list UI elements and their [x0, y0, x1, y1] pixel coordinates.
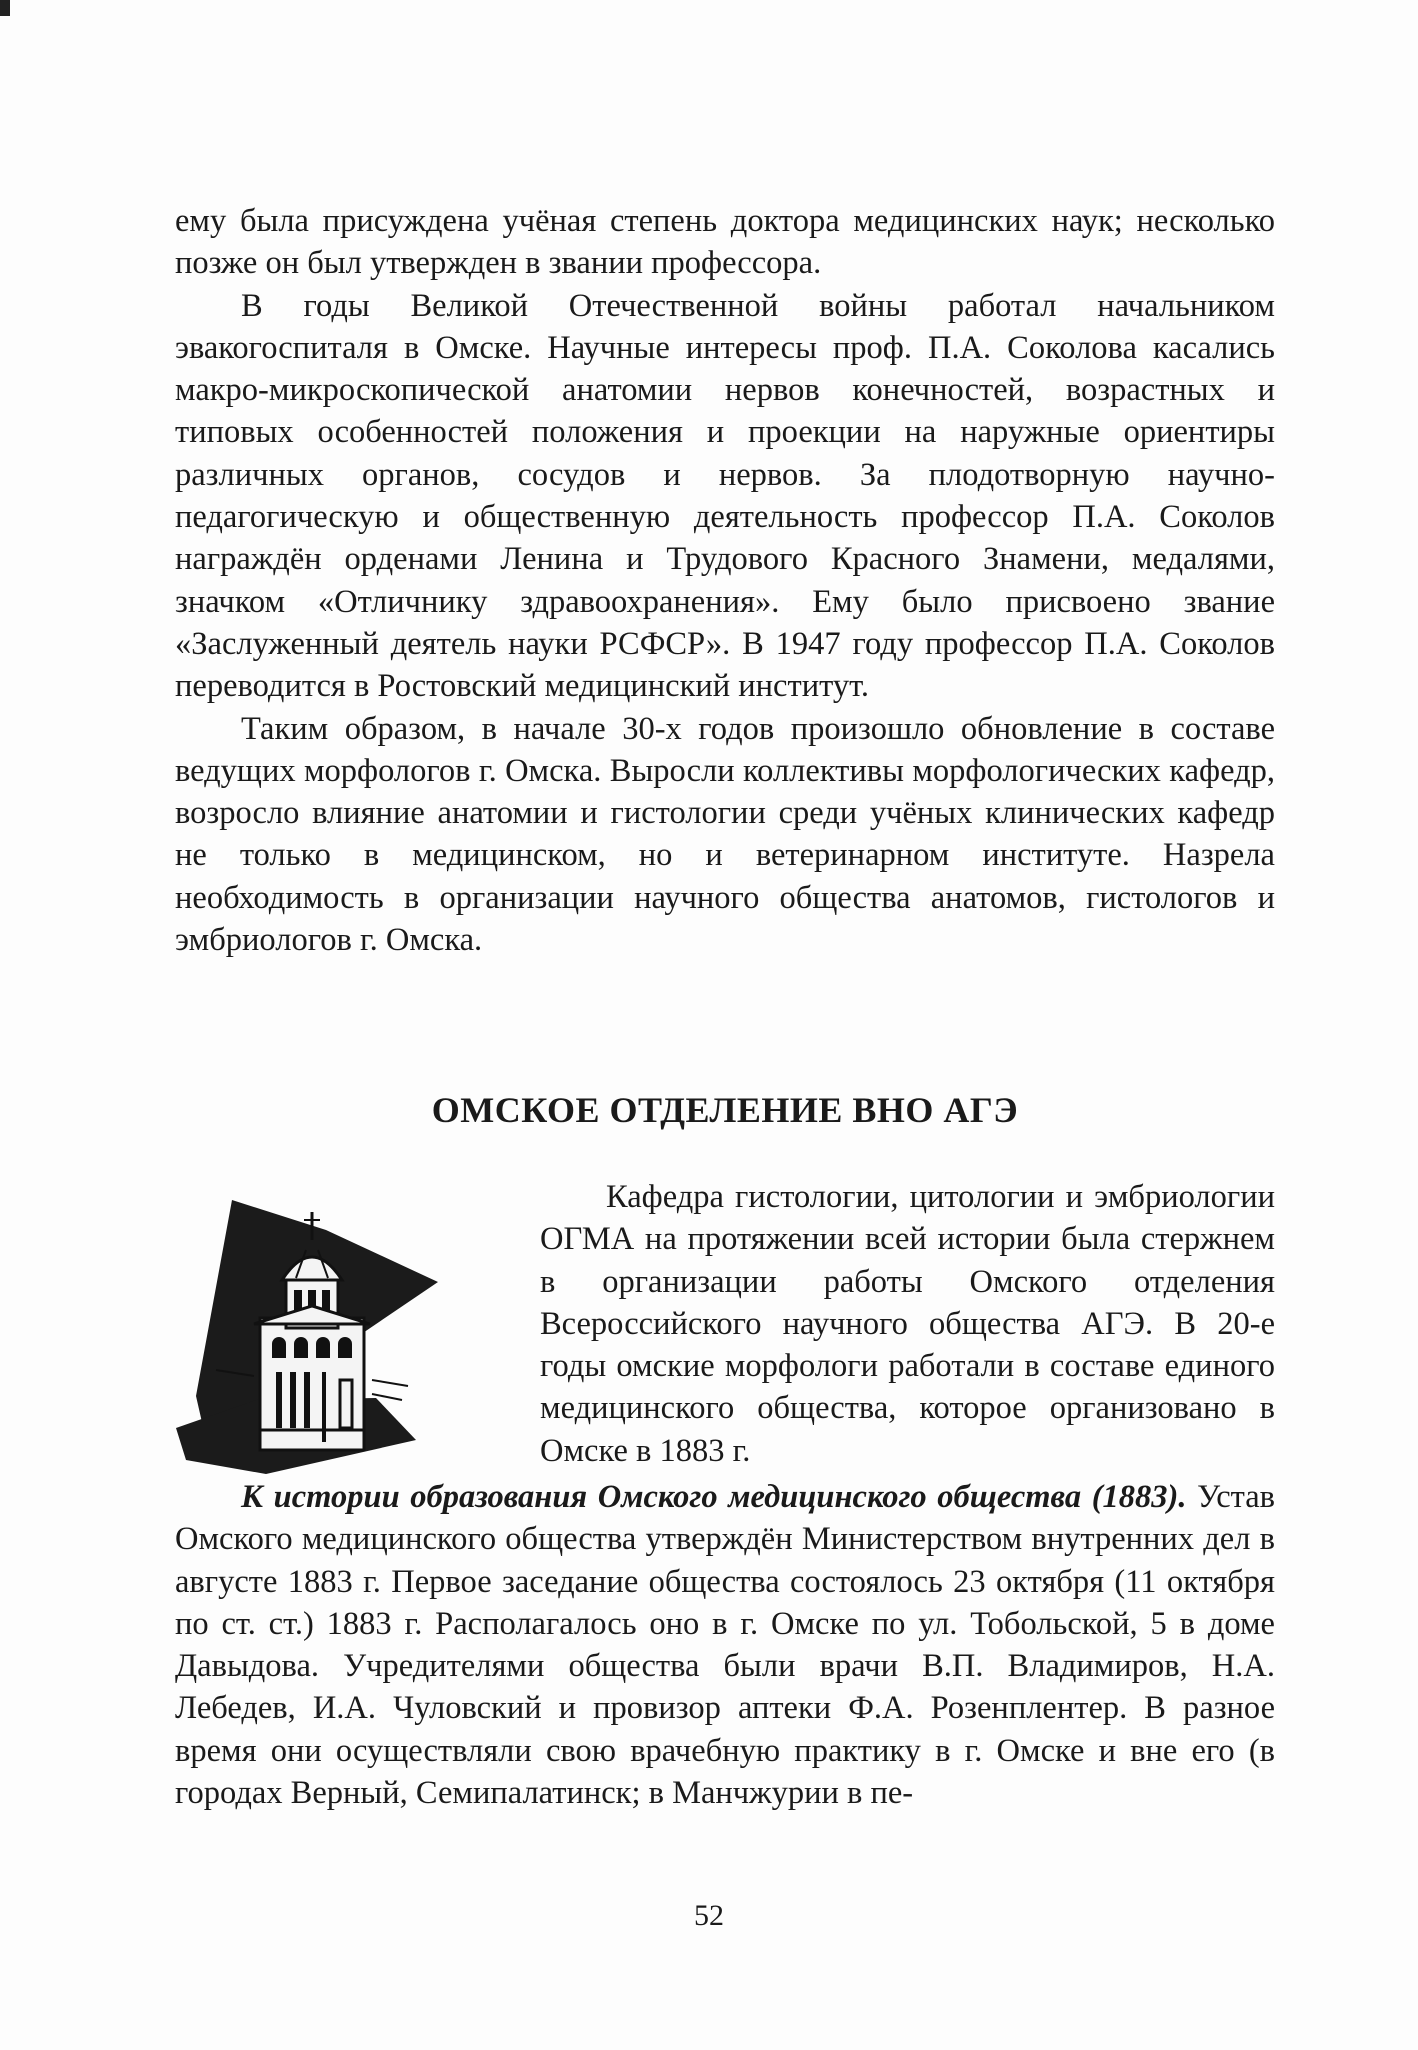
paragraph-war-years: В годы Великой Отечественной войны работал начальником эвакогоспиталя в Омске. Научные интересы проф. П.А. Соколова касались макро-микроскопической анатомии нервов конечностей, возрастных и типовых особенностей положения и проекции на наружные ориентиры различных органов, сосудов и нервов. За плодотворную научно-педагогическую и общественную деятельность профессор П.А. Соколов награждён орденами Ленина и Трудового Красного Знамени, медалями, значком «Отличнику здравоохранения». Ему было присвоено звание «Заслуженный деятель науки РСФСР». В 1947 году профессор П.А. Соколов переводится в Ростовский медицинский институт.: [175, 287, 1275, 705]
section-heading: ОМСКОЕ ОТДЕЛЕНИЕ ВНО АГЭ: [431, 1090, 1019, 1130]
scan-corner-mark: [0, 0, 10, 16]
text-block-bottom: [175, 1476, 1275, 1814]
history-text: Устав Омского медицинского общества утверждён Министерством внутренних дел в августе 1883 г. Первое заседание общества состоялось 23 октября (11 октября по ст. ст.) 1883 г. Располагалось оно в г. Омске по ул. Тобольской, 5 в доме Давыдова. Учредителями общества были врачи В.П. Владимиров, Н.А. Лебедев, И.А. Чуловский и провизор аптеки Ф.А. Розенплентер. В разное время они осуществляли свою врачебную практику в г. Омске и вне его (в городах Верный, Семипалатинск; в Манчжурии в пе-: [175, 1479, 1275, 1812]
paragraph-history: [175, 1476, 1275, 1814]
text-block-top: [175, 200, 1275, 961]
building-emblem-icon: [176, 1190, 444, 1480]
text-block-wrap: [540, 1176, 1275, 1472]
history-title: К истории образования Омского медицинского общества (1883).: [241, 1479, 1187, 1515]
paragraph-thirties-summary: Таким образом, в начале 30-х годов произошло обновление в составе ведущих морфологов г. Омска. Выросли коллективы морфологических кафедр, возросло влияние анатомии и гистологии среди учёных клинических кафедр не только в медицинском, но и ветеринарном институте. Назрела необходимость в организации научного общества анатомов, гистологов и эмбриологов г. Омска.: [175, 710, 1275, 959]
paragraph-continuation: ему была присуждена учёная степень доктора медицинских наук; несколько позже он был утвержден в звании профессора.: [175, 203, 1275, 282]
paragraph-department-intro: Кафедра гистологии, цитологии и эмбриологии ОГМА на протяжении всей истории была стержнем в организации работы Омского отделения Всероссийского научного общества АГЭ. В 20-е годы омские морфологи работали в составе единого медицинского общества, которое организовано в Омске в 1883 г.: [540, 1179, 1275, 1469]
page-number: 52: [694, 1899, 724, 1932]
